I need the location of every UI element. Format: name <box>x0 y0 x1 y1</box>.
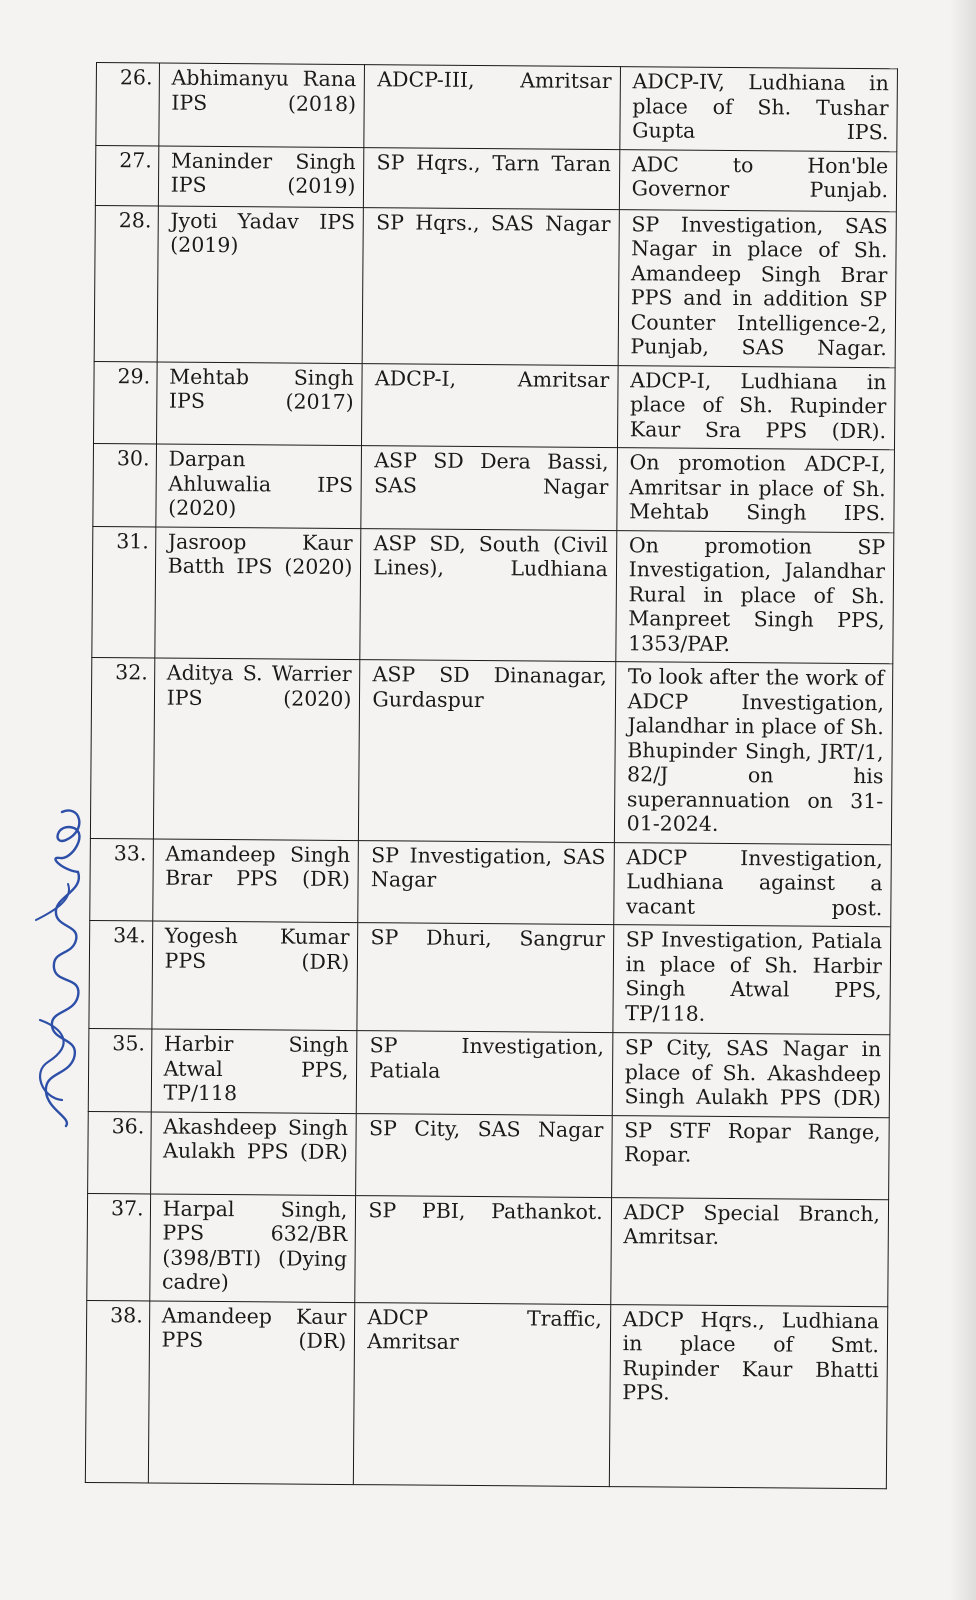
current-posting-cell: SP Investigation, SAS Nagar <box>358 840 614 925</box>
serial-number-cell: 26. <box>96 63 159 146</box>
officer-name-cell: Jasroop Kaur Batth IPS (2020) <box>154 526 361 659</box>
new-posting-cell: On promotion ADCP-I, Amritsar in place of Sh. Mehtab Singh IPS. <box>617 448 895 533</box>
new-posting-cell: On promotion SP Investigation, Jalandhar Rural in place of Sh. Manpreet Singh PPS, 1353/PAP. <box>615 530 893 664</box>
current-posting-cell: ADCP-III, Amritsar <box>364 65 620 150</box>
new-posting-cell: ADCP Investigation, Ludhiana against a vacant post. <box>613 842 891 927</box>
new-posting-cell: SP Investigation, SAS Nagar in place of Sh. Amandeep Singh Brar PPS and in addition SP Counter Intelligence-2, Punjab, SAS Nagar. <box>618 209 897 367</box>
serial-number-cell: 33. <box>90 838 153 921</box>
officer-name-cell: Jyoti Yadav IPS (2019) <box>157 205 364 363</box>
table-row <box>96 63 898 152</box>
table-row <box>90 657 892 844</box>
transfer-table <box>85 62 898 1489</box>
current-posting-cell: SP Investigation, Patiala <box>357 1031 613 1116</box>
table-row <box>90 838 892 927</box>
officer-name-cell: Amandeep Singh Brar PPS (DR) <box>152 838 358 922</box>
serial-number-cell: 30. <box>93 443 156 526</box>
current-posting-cell: ASP SD Dinanagar, Gurdaspur <box>359 660 616 842</box>
new-posting-cell: SP City, SAS Nagar in place of Sh. Akashdeep Singh Aulakh PPS (DR) <box>612 1033 890 1118</box>
serial-number-cell: 35. <box>88 1028 151 1111</box>
officer-name-cell: Harpal Singh, PPS 632/BR (398/BTI) (Dying cadre) <box>149 1193 356 1302</box>
current-posting-cell: SP PBI, Pathankot. <box>355 1195 611 1304</box>
new-posting-cell: ADCP Hqrs., Ludhiana in place of Smt. Rupinder Kaur Bhatti PPS. <box>609 1304 888 1488</box>
officer-name-cell: Akashdeep Singh Aulakh PPS (DR) <box>150 1111 356 1195</box>
new-posting-cell: ADC to Hon'ble Governor Punjab. <box>619 149 897 211</box>
new-posting-cell: ADCP-I, Ludhiana in place of Sh. Rupinder Kaur Sra PPS (DR). <box>617 365 895 450</box>
new-posting-cell: SP Investigation, Patiala in place of Sh. Harbir Singh Atwal PPS, TP/118. <box>613 925 891 1035</box>
officer-name-cell: Darpan Ahluwalia IPS (2020) <box>155 444 361 528</box>
serial-number-cell: 32. <box>90 657 154 838</box>
officer-name-cell: Amandeep Kaur PPS (DR) <box>148 1300 355 1484</box>
handwritten-signature <box>22 800 92 1130</box>
current-posting-cell: SP City, SAS Nagar <box>356 1113 612 1197</box>
serial-number-cell: 31. <box>92 526 156 658</box>
current-posting-cell: SP Hqrs., SAS Nagar <box>363 207 620 365</box>
table-row <box>93 443 895 532</box>
serial-number-cell: 37. <box>87 1193 150 1300</box>
serial-number-cell: 28. <box>94 205 158 361</box>
table-row <box>85 1300 887 1488</box>
current-posting-cell: SP Dhuri, Sangrur <box>357 923 613 1033</box>
table-row <box>88 1111 890 1199</box>
officer-name-cell: Maninder Singh IPS (2019) <box>158 145 364 207</box>
officer-name-cell: Harbir Singh Atwal PPS, TP/118 <box>151 1029 357 1113</box>
new-posting-cell: To look after the work of ADCP Investigation, Jalandhar in place of Sh. Bhupinder Singh, JRT/1, 82/J on his superannuation on 31-01-2024. <box>614 662 893 845</box>
table-body <box>85 63 897 1489</box>
current-posting-cell: ADCP-I, Amritsar <box>362 363 618 448</box>
table-row <box>88 1028 890 1117</box>
serial-number-cell: 27. <box>95 145 158 205</box>
officer-name-cell: Abhimanyu Rana IPS (2018) <box>158 63 364 147</box>
serial-number-cell: 36. <box>88 1111 151 1193</box>
table-row <box>94 205 896 367</box>
officer-name-cell: Aditya S. Warrier IPS (2020) <box>153 658 360 840</box>
table-row <box>89 920 891 1034</box>
officer-name-cell: Yogesh Kumar PPS (DR) <box>152 921 359 1031</box>
table-row <box>92 526 894 664</box>
new-posting-cell: SP STF Ropar Range, Ropar. <box>611 1115 889 1199</box>
current-posting-cell: ADCP Traffic, Amritsar <box>354 1302 611 1486</box>
serial-number-cell: 38. <box>85 1300 149 1482</box>
new-posting-cell: ADCP Special Branch, Amritsar. <box>610 1197 888 1306</box>
table-row <box>95 145 896 211</box>
officer-name-cell: Mehtab Singh IPS (2017) <box>156 361 362 445</box>
current-posting-cell: ASP SD, South (Civil Lines), Ludhiana <box>360 528 616 662</box>
table-row <box>94 361 896 450</box>
scan-edge-shadow <box>950 0 976 1600</box>
serial-number-cell: 34. <box>89 920 152 1028</box>
current-posting-cell: SP Hqrs., Tarn Taran <box>364 147 620 209</box>
serial-number-cell: 29. <box>94 361 157 444</box>
new-posting-cell: ADCP-IV, Ludhiana in place of Sh. Tushar Gupta IPS. <box>620 67 898 152</box>
table-row <box>87 1193 889 1306</box>
current-posting-cell: ASP SD Dera Bassi, SAS Nagar <box>361 446 617 531</box>
